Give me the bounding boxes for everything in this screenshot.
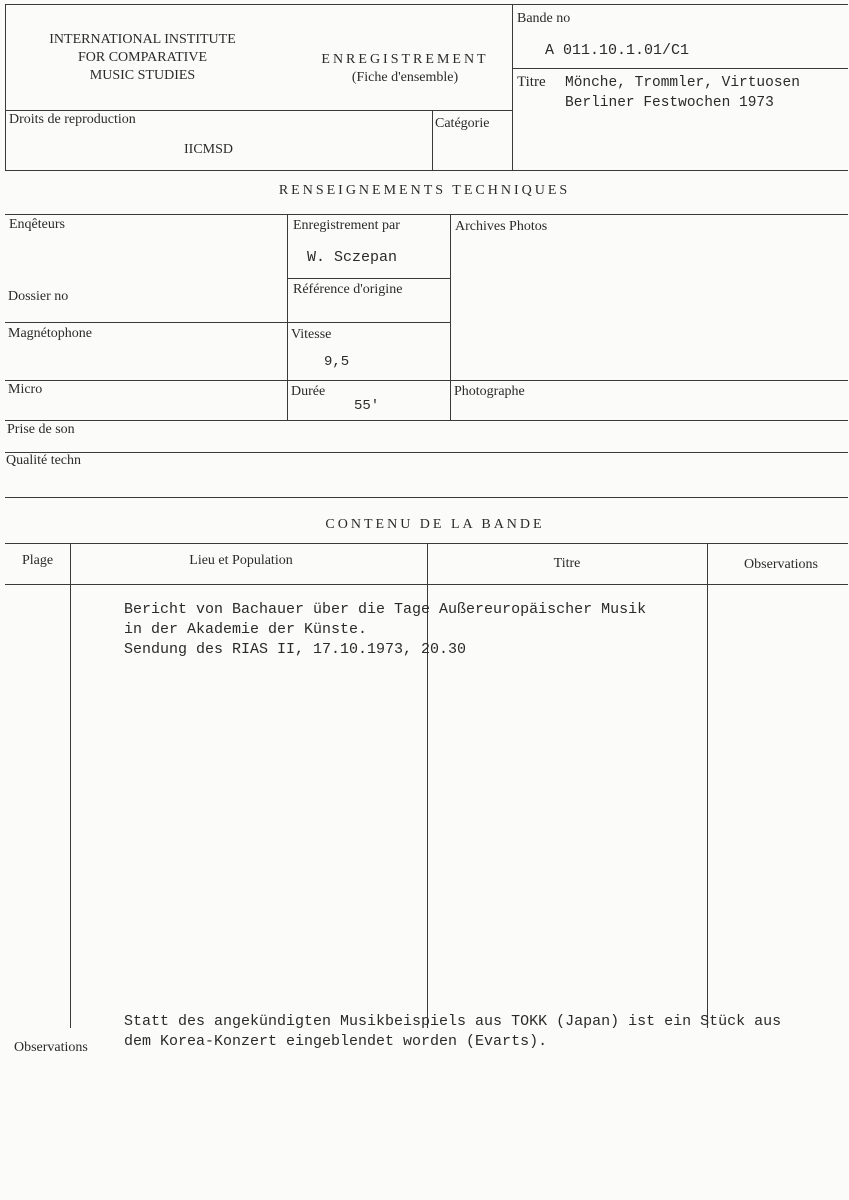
tech-heading: RENSEIGNEMENTS TECHNIQUES: [278, 183, 571, 198]
photographe-label: Photographe: [454, 384, 525, 399]
qualite-techn-label: Qualité techn: [6, 453, 82, 468]
institute-line-1: INTERNATIONAL INSTITUTE: [49, 32, 236, 47]
categorie-divider: [432, 110, 433, 170]
dossier-label: Dossier no: [8, 289, 69, 304]
vitesse-label: Vitesse: [291, 327, 332, 342]
reference-top-line: [287, 278, 450, 279]
observations-line-1: Statt des angekündigten Musikbeispiels aus TOKK (Japan) ist ein Stück aus: [124, 1013, 782, 1030]
micro-label: Micro: [8, 382, 43, 397]
droits-label: Droits de reproduction: [9, 112, 136, 127]
col-header-lieu: Lieu et Population: [189, 553, 293, 568]
header-bottom-line: [5, 170, 848, 171]
titre-value-line-1: Mönche, Trommler, Virtuosen: [565, 75, 800, 91]
tech-col1-divider: [287, 214, 288, 420]
qualite-top-line: [5, 452, 848, 453]
col-header-plage: Plage: [21, 553, 54, 568]
tech-top-line: [5, 214, 848, 215]
entry-line-3: Sendung des RIAS II, 17.10.1973, 20.30: [124, 641, 467, 658]
vitesse-value: 9,5: [324, 354, 350, 370]
micro-top-line: [5, 380, 848, 381]
col-header-observations: Observations: [744, 557, 818, 572]
magneto-top-line: [5, 322, 450, 323]
duree-value: 55': [354, 398, 380, 414]
tech-col2-divider: [450, 214, 451, 420]
titre-label: Titre: [517, 74, 546, 90]
institute-line-2: FOR COMPARATIVE: [77, 50, 207, 65]
plage-divider: [70, 543, 71, 1028]
droits-top-line: [5, 110, 512, 111]
bande-label: Bande no: [517, 11, 571, 26]
bande-value: A 011.10.1.01/C1: [545, 42, 690, 59]
contents-heading: CONTENU DE LA BANDE: [325, 517, 545, 532]
observations-line-2: dem Korea-Konzert eingeblendet worden (Evarts).: [124, 1033, 548, 1050]
duree-label: Durée: [291, 384, 326, 399]
entry-line-1: Bericht von Bachauer über die Tage Außereuropäischer Musik: [124, 601, 647, 618]
magnetophone-label: Magnétophone: [8, 326, 92, 341]
form-subtitle: (Fiche d'ensemble): [351, 70, 459, 85]
observations-divider: [707, 543, 708, 1028]
enregistrement-par-value: W. Sczepan: [307, 249, 398, 266]
enregistrement-par-label: Enregistrement par: [293, 218, 400, 233]
left-border: [5, 4, 6, 170]
bande-divider: [512, 4, 513, 170]
reference-label: Référence d'origine: [293, 282, 403, 297]
titre-value-line-2: Berliner Festwochen 1973: [565, 95, 774, 111]
enqueteurs-label: Enqêteurs: [9, 217, 65, 232]
categorie-label: Catégorie: [435, 116, 490, 131]
archives-photos-label: Archives Photos: [455, 219, 548, 234]
col-header-titre: Titre: [553, 556, 581, 571]
prise-top-line: [5, 420, 848, 421]
entry-line-2: in der Akademie der Künste.: [124, 621, 368, 638]
prise-de-son-label: Prise de son: [7, 422, 75, 437]
observations-label: Observations: [14, 1040, 88, 1055]
institute-line-3: MUSIC STUDIES: [89, 68, 196, 83]
bande-bottom-line: [512, 68, 848, 69]
droits-value: IICMSD: [184, 142, 234, 157]
form-title: ENREGISTREMENT: [321, 52, 489, 67]
qualite-bottom-line: [5, 497, 848, 498]
top-border: [5, 4, 848, 5]
